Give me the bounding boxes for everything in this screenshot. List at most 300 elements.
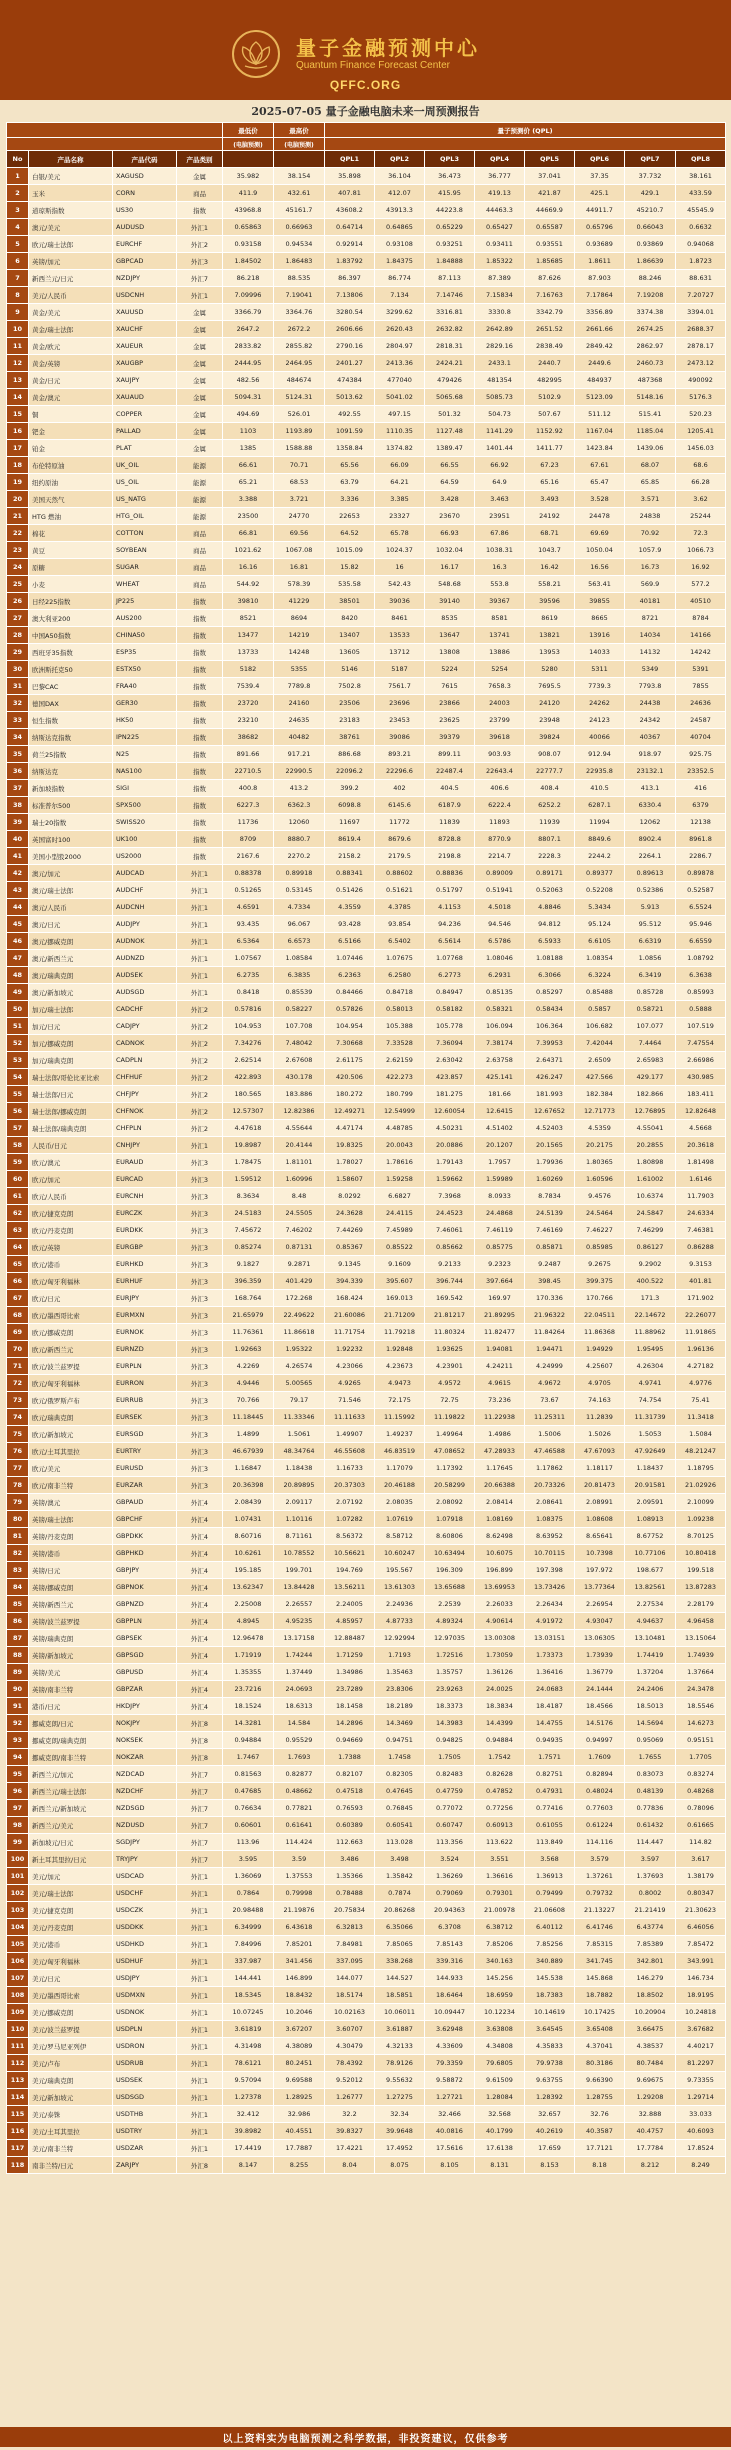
table-row <box>7 287 726 304</box>
qpl8: 0.83274 <box>676 1766 726 1783</box>
qpl5: 4.8846 <box>525 899 575 916</box>
product-category: 外汇4 <box>177 1630 223 1647</box>
table-row <box>7 1477 726 1494</box>
qpl1: 3.486 <box>325 1851 375 1868</box>
qpl4: 2.26033 <box>475 1596 525 1613</box>
qpl5: 1.36416 <box>525 1664 575 1681</box>
qpl3: 4.23901 <box>425 1358 475 1375</box>
product-category: 外汇4 <box>177 1545 223 1562</box>
qpl7: 80.7484 <box>625 2055 676 2072</box>
row-number: 101 <box>7 1868 29 1885</box>
qpl5: 10.70115 <box>525 1545 575 1562</box>
qpl5: 2440.7 <box>525 355 575 372</box>
low-price: 2.08439 <box>223 1494 274 1511</box>
product-code: USDCHF <box>113 1885 177 1902</box>
product-category: 外汇1 <box>177 1137 223 1154</box>
qpl5: 0.85871 <box>525 1239 575 1256</box>
table-row <box>7 202 726 219</box>
low-price: 6227.3 <box>223 797 274 814</box>
table-row <box>7 474 726 491</box>
high-price: 1.37449 <box>274 1664 325 1681</box>
qpl8: 17.8524 <box>676 2140 726 2157</box>
table-row <box>7 950 726 967</box>
qpl7: 1439.06 <box>625 440 676 457</box>
qpl4: 0.93411 <box>475 236 525 253</box>
product-code: GBPUSD <box>113 1664 177 1681</box>
qpl2: 24.4115 <box>375 1205 425 1222</box>
qpl8: 1.7705 <box>676 1749 726 1766</box>
qpl3: 7.3968 <box>425 1188 475 1205</box>
qpl1: 474384 <box>325 372 375 389</box>
product-code: SPX500 <box>113 797 177 814</box>
product-code: PLAT <box>113 440 177 457</box>
qpl4: 0.58321 <box>475 1001 525 1018</box>
col-header-high-blank <box>274 151 325 168</box>
qpl1: 1.07282 <box>325 1511 375 1528</box>
qpl8: 5176.3 <box>676 389 726 406</box>
product-name: 澳元/挪威克朗 <box>29 933 113 950</box>
product-code: TRYJPY <box>113 1851 177 1868</box>
table-row <box>7 678 726 695</box>
product-category: 外汇8 <box>177 2157 223 2174</box>
product-category: 外汇1 <box>177 2123 223 2140</box>
qpl1: 1.83792 <box>325 253 375 270</box>
qpl7: 95.512 <box>625 916 676 933</box>
qpl2: 0.7874 <box>375 1885 425 1902</box>
row-number: 1 <box>7 168 29 185</box>
high-price: 14.584 <box>274 1715 325 1732</box>
product-category: 外汇1 <box>177 2038 223 2055</box>
product-code: USDHKD <box>113 1936 177 1953</box>
qpl8: 171.902 <box>676 1290 726 1307</box>
low-price: 1.35355 <box>223 1664 274 1681</box>
qpl3: 13808 <box>425 644 475 661</box>
qpl5: 1.73373 <box>525 1647 575 1664</box>
qpl5: 1.7571 <box>525 1749 575 1766</box>
product-category: 外汇2 <box>177 1018 223 1035</box>
product-name: 欧元/瑞典克朗 <box>29 1409 113 1426</box>
product-code: CHINA50 <box>113 627 177 644</box>
qpl3: 5065.68 <box>425 389 475 406</box>
qpl4: 3.463 <box>475 491 525 508</box>
qpl6: 8665 <box>575 610 625 627</box>
product-category: 指数 <box>177 729 223 746</box>
qpl6: 3.65408 <box>575 2021 625 2038</box>
product-category: 外汇1 <box>177 1902 223 1919</box>
qpl3: 0.77072 <box>425 1800 475 1817</box>
row-number: 63 <box>7 1222 29 1239</box>
qpl5: 340.889 <box>525 1953 575 1970</box>
qpl3: 1389.47 <box>425 440 475 457</box>
qpl3: 32.466 <box>425 2106 475 2123</box>
table-row <box>7 1375 726 1392</box>
low-price: 7539.4 <box>223 678 274 695</box>
qpl6: 9.4576 <box>575 1188 625 1205</box>
qpl4: 10.6075 <box>475 1545 525 1562</box>
qpl8: 7.20727 <box>676 287 726 304</box>
qpl4: 23951 <box>475 508 525 525</box>
qpl6: 18.4566 <box>575 1698 625 1715</box>
qpl3: 18.6464 <box>425 1987 475 2004</box>
qpl8: 18.9195 <box>676 1987 726 2004</box>
qpl5: 73.67 <box>525 1392 575 1409</box>
product-code: EURPLN <box>113 1358 177 1375</box>
product-code: GBPCAD <box>113 253 177 270</box>
low-price: 23720 <box>223 695 274 712</box>
low-price: 400.8 <box>223 780 274 797</box>
table-row <box>7 1222 726 1239</box>
qpl8: 21.30623 <box>676 1902 726 1919</box>
product-name: 新西兰元/日元 <box>29 270 113 287</box>
low-price: 1.78475 <box>223 1154 274 1171</box>
qpl5: 2651.52 <box>525 321 575 338</box>
low-price: 5182 <box>223 661 274 678</box>
low-price: 4.47618 <box>223 1120 274 1137</box>
product-code: AUDCAD <box>113 865 177 882</box>
qpl4: 16.3 <box>475 559 525 576</box>
qpl2: 16 <box>375 559 425 576</box>
qpl1: 6.32813 <box>325 1919 375 1936</box>
product-code: NZDSGD <box>113 1800 177 1817</box>
qpl5: 1.60269 <box>525 1171 575 1188</box>
qpl1: 43608.2 <box>325 202 375 219</box>
high-price: 12.82386 <box>274 1103 325 1120</box>
qpl2: 11772 <box>375 814 425 831</box>
qpl5: 181.993 <box>525 1086 575 1103</box>
qpl2: 12.92994 <box>375 1630 425 1647</box>
qpl3: 0.51797 <box>425 882 475 899</box>
qpl2: 4.23673 <box>375 1358 425 1375</box>
product-category: 指数 <box>177 780 223 797</box>
high-price: 7.19041 <box>274 287 325 304</box>
qpl8: 343.991 <box>676 1953 726 1970</box>
qpl7: 114.447 <box>625 1834 676 1851</box>
product-category: 金属 <box>177 355 223 372</box>
product-name: 加元/瑞典克朗 <box>29 1052 113 1069</box>
table-row <box>7 253 726 270</box>
qpl5: 39596 <box>525 593 575 610</box>
product-code: SIGI <box>113 780 177 797</box>
table-row <box>7 2089 726 2106</box>
low-price: 8.147 <box>223 2157 274 2174</box>
qpl3: 2632.82 <box>425 321 475 338</box>
table-row <box>7 984 726 1001</box>
qpl7: 24838 <box>625 508 676 525</box>
product-code: UK_OIL <box>113 457 177 474</box>
qpl3: 14.3983 <box>425 1715 475 1732</box>
product-name: 美元/南非兰特 <box>29 2140 113 2157</box>
qpl6: 37.35 <box>575 168 625 185</box>
qpl7: 1.0856 <box>625 950 676 967</box>
qpl6: 2.08991 <box>575 1494 625 1511</box>
low-price: 38682 <box>223 729 274 746</box>
qpl1: 18.1458 <box>325 1698 375 1715</box>
high-price: 21.19876 <box>274 1902 325 1919</box>
qpl1: 1.34986 <box>325 1664 375 1681</box>
low-price: 1.59512 <box>223 1171 274 1188</box>
qpl2: 1.07675 <box>375 950 425 967</box>
qpl2: 8679.6 <box>375 831 425 848</box>
qpl6: 8.18 <box>575 2157 625 2174</box>
row-number: 88 <box>7 1647 29 1664</box>
product-name: 新西兰元/瑞士法郎 <box>29 1783 113 1800</box>
sub-header-qpl-blank <box>325 138 726 151</box>
qpl8: 24636 <box>676 695 726 712</box>
qpl3: 8535 <box>425 610 475 627</box>
qpl4: 113.622 <box>475 1834 525 1851</box>
qpl8: 4.40217 <box>676 2038 726 2055</box>
product-name: 黄豆 <box>29 542 113 559</box>
table-row <box>7 576 726 593</box>
qpl6: 0.48024 <box>575 1783 625 1800</box>
qpl1: 7.13806 <box>325 287 375 304</box>
qpl2: 2413.36 <box>375 355 425 372</box>
qpl6: 24262 <box>575 695 625 712</box>
low-price: 180.565 <box>223 1086 274 1103</box>
low-price: 2.25008 <box>223 1596 274 1613</box>
qpl7: 37.732 <box>625 168 676 185</box>
table-row <box>7 763 726 780</box>
qpl2: 20.0043 <box>375 1137 425 1154</box>
qpl2: 0.82305 <box>375 1766 425 1783</box>
qpl3: 1.17392 <box>425 1460 475 1477</box>
qpl2: 8.58712 <box>375 1528 425 1545</box>
qpl4: 106.094 <box>475 1018 525 1035</box>
qpl7: 2460.73 <box>625 355 676 372</box>
qpl3: 4.9572 <box>425 1375 475 1392</box>
product-code: EURUSD <box>113 1460 177 1477</box>
qpl5: 3.493 <box>525 491 575 508</box>
product-name: 加元/日元 <box>29 1018 113 1035</box>
qpl3: 4.89324 <box>425 1613 475 1630</box>
qpl4: 13.00308 <box>475 1630 525 1647</box>
qpl7: 10.6374 <box>625 1188 676 1205</box>
product-code: GBPNOK <box>113 1579 177 1596</box>
qpl1: 11.11633 <box>325 1409 375 1426</box>
qpl3: 66.93 <box>425 525 475 542</box>
low-price: 39810 <box>223 593 274 610</box>
qpl7: 1.61002 <box>625 1171 676 1188</box>
product-name: 英镑/瑞士法郎 <box>29 1511 113 1528</box>
qpl2: 39086 <box>375 729 425 746</box>
qpl1: 1.16733 <box>325 1460 375 1477</box>
qpl7: 342.801 <box>625 1953 676 1970</box>
qpl6: 44911.7 <box>575 202 625 219</box>
qpl5: 0.58434 <box>525 1001 575 1018</box>
qpl7: 429.1 <box>625 185 676 202</box>
qpl4: 32.568 <box>475 2106 525 2123</box>
table-row <box>7 1307 726 1324</box>
qpl5: 4.52403 <box>525 1120 575 1137</box>
table-row <box>7 916 726 933</box>
table-row <box>7 1919 726 1936</box>
qpl5: 1.36913 <box>525 1868 575 1885</box>
low-price: 2444.95 <box>223 355 274 372</box>
row-number: 21 <box>7 508 29 525</box>
table-row <box>7 1052 726 1069</box>
lotus-logo-icon <box>232 30 280 78</box>
qpl5: 13.03151 <box>525 1630 575 1647</box>
high-price: 4.7334 <box>274 899 325 916</box>
qpl1: 0.88341 <box>325 865 375 882</box>
qpl7: 487368 <box>625 372 676 389</box>
row-number: 60 <box>7 1171 29 1188</box>
sub-header-high: (电脑预测) <box>274 138 325 151</box>
low-price: 337.987 <box>223 1953 274 1970</box>
qpl6: 6287.1 <box>575 797 625 814</box>
row-number: 2 <box>7 185 29 202</box>
low-price: 1021.62 <box>223 542 274 559</box>
product-name: 美元/日元 <box>29 1970 113 1987</box>
qpl5: 44669.9 <box>525 202 575 219</box>
qpl1: 394.339 <box>325 1273 375 1290</box>
low-price: 23210 <box>223 712 274 729</box>
qpl5: 11939 <box>525 814 575 831</box>
product-code: GBPJPY <box>113 1562 177 1579</box>
brand-name-cn: 量子金融预测中心 <box>296 36 480 60</box>
qpl4: 1401.44 <box>475 440 525 457</box>
qpl1: 8.04 <box>325 2157 375 2174</box>
qpl4: 0.47852 <box>475 1783 525 1800</box>
high-price: 199.701 <box>274 1562 325 1579</box>
table-row <box>7 440 726 457</box>
qpl3: 396.744 <box>425 1273 475 1290</box>
qpl4: 17.6138 <box>475 2140 525 2157</box>
qpl8: 7.85472 <box>676 1936 726 1953</box>
high-price: 20.89895 <box>274 1477 325 1494</box>
product-name: 欧元/土耳其里拉 <box>29 1443 113 1460</box>
qpl3: 2.2539 <box>425 1596 475 1613</box>
qpl4: 20.1207 <box>475 1137 525 1154</box>
qpl4: 4.5018 <box>475 899 525 916</box>
qpl3: 7.85143 <box>425 1936 475 1953</box>
qpl8: 0.86288 <box>676 1239 726 1256</box>
qpl2: 11.79218 <box>375 1324 425 1341</box>
table-row <box>7 1494 726 1511</box>
product-code: USDTHB <box>113 2106 177 2123</box>
qpl7: 0.93869 <box>625 236 676 253</box>
row-number: 48 <box>7 967 29 984</box>
qpl6: 912.94 <box>575 746 625 763</box>
qpl2: 13712 <box>375 644 425 661</box>
table-row <box>7 780 726 797</box>
high-price: 96.067 <box>274 916 325 933</box>
qpl8: 72.3 <box>676 525 726 542</box>
qpl2: 105.388 <box>375 1018 425 1035</box>
low-price: 104.953 <box>223 1018 274 1035</box>
product-code: GBPSEK <box>113 1630 177 1647</box>
qpl6: 13916 <box>575 627 625 644</box>
qpl7: 7.85389 <box>625 1936 676 1953</box>
qpl1: 8619.4 <box>325 831 375 848</box>
row-number: 47 <box>7 950 29 967</box>
product-code: SGDJPY <box>113 1834 177 1851</box>
qpl4: 87.389 <box>475 270 525 287</box>
qpl7: 3.66475 <box>625 2021 676 2038</box>
qpl2: 22296.6 <box>375 763 425 780</box>
qpl1: 93.428 <box>325 916 375 933</box>
qpl2: 0.85522 <box>375 1239 425 1256</box>
product-category: 指数 <box>177 593 223 610</box>
product-code: XAUEUR <box>113 338 177 355</box>
qpl6: 39855 <box>575 593 625 610</box>
low-price: 10.6261 <box>223 1545 274 1562</box>
product-name: 日经225指数 <box>29 593 113 610</box>
qpl4: 6.38712 <box>475 1919 525 1936</box>
product-category: 商品 <box>177 542 223 559</box>
row-number: 103 <box>7 1902 29 1919</box>
qpl2: 9.1609 <box>375 1256 425 1273</box>
product-category: 外汇2 <box>177 1069 223 1086</box>
qpl3: 4.1153 <box>425 899 475 916</box>
qpl6: 18.7882 <box>575 1987 625 2004</box>
high-price: 0.94534 <box>274 236 325 253</box>
table-row <box>7 525 726 542</box>
qpl5: 170.336 <box>525 1290 575 1307</box>
high-price: 7.46202 <box>274 1222 325 1239</box>
qpl7: 7793.8 <box>625 678 676 695</box>
qpl3: 0.65229 <box>425 219 475 236</box>
col-header-low-blank <box>223 151 274 168</box>
low-price: 4.8945 <box>223 1613 274 1630</box>
high-price: 2855.82 <box>274 338 325 355</box>
qpl2: 477040 <box>375 372 425 389</box>
low-price: 8709 <box>223 831 274 848</box>
low-price: 43968.8 <box>223 202 274 219</box>
low-price: 11.76361 <box>223 1324 274 1341</box>
product-category: 指数 <box>177 627 223 644</box>
qpl2: 12.54999 <box>375 1103 425 1120</box>
product-category: 外汇1 <box>177 2021 223 2038</box>
table-row <box>7 457 726 474</box>
product-code: EURHKD <box>113 1256 177 1273</box>
qpl7: 68.07 <box>625 457 676 474</box>
product-name: 欧元/新西兰元 <box>29 1341 113 1358</box>
brand-header <box>0 0 731 100</box>
qpl1: 17.4221 <box>325 2140 375 2157</box>
qpl6: 0.77603 <box>575 1800 625 1817</box>
qpl6: 0.82894 <box>575 1766 625 1783</box>
sub-header-low: (电脑预测) <box>223 138 274 151</box>
high-price: 9.69588 <box>274 2072 325 2089</box>
table-row <box>7 814 726 831</box>
product-category: 外汇1 <box>177 2055 223 2072</box>
product-category: 外汇4 <box>177 1511 223 1528</box>
qpl3: 0.47759 <box>425 1783 475 1800</box>
row-number: 15 <box>7 406 29 423</box>
qpl7: 40367 <box>625 729 676 746</box>
product-name: 新西兰元/加元 <box>29 1766 113 1783</box>
product-name: 新加坡指数 <box>29 780 113 797</box>
low-price: 1.16847 <box>223 1460 274 1477</box>
qpl8: 24.6334 <box>676 1205 726 1222</box>
qpl6: 0.61224 <box>575 1817 625 1834</box>
qpl1: 23183 <box>325 712 375 729</box>
qpl5: 8.153 <box>525 2157 575 2174</box>
qpl4: 169.97 <box>475 1290 525 1307</box>
qpl4: 0.94884 <box>475 1732 525 1749</box>
high-price: 0.48662 <box>274 1783 325 1800</box>
qpl8: 0.89878 <box>676 865 726 882</box>
product-code: USDRON <box>113 2038 177 2055</box>
qpl4: 94.546 <box>475 916 525 933</box>
qpl2: 1024.37 <box>375 542 425 559</box>
qpl7: 569.9 <box>625 576 676 593</box>
qpl2: 4.48785 <box>375 1120 425 1137</box>
qpl6: 14.5176 <box>575 1715 625 1732</box>
row-number: 56 <box>7 1103 29 1120</box>
qpl7: 8.67752 <box>625 1528 676 1545</box>
